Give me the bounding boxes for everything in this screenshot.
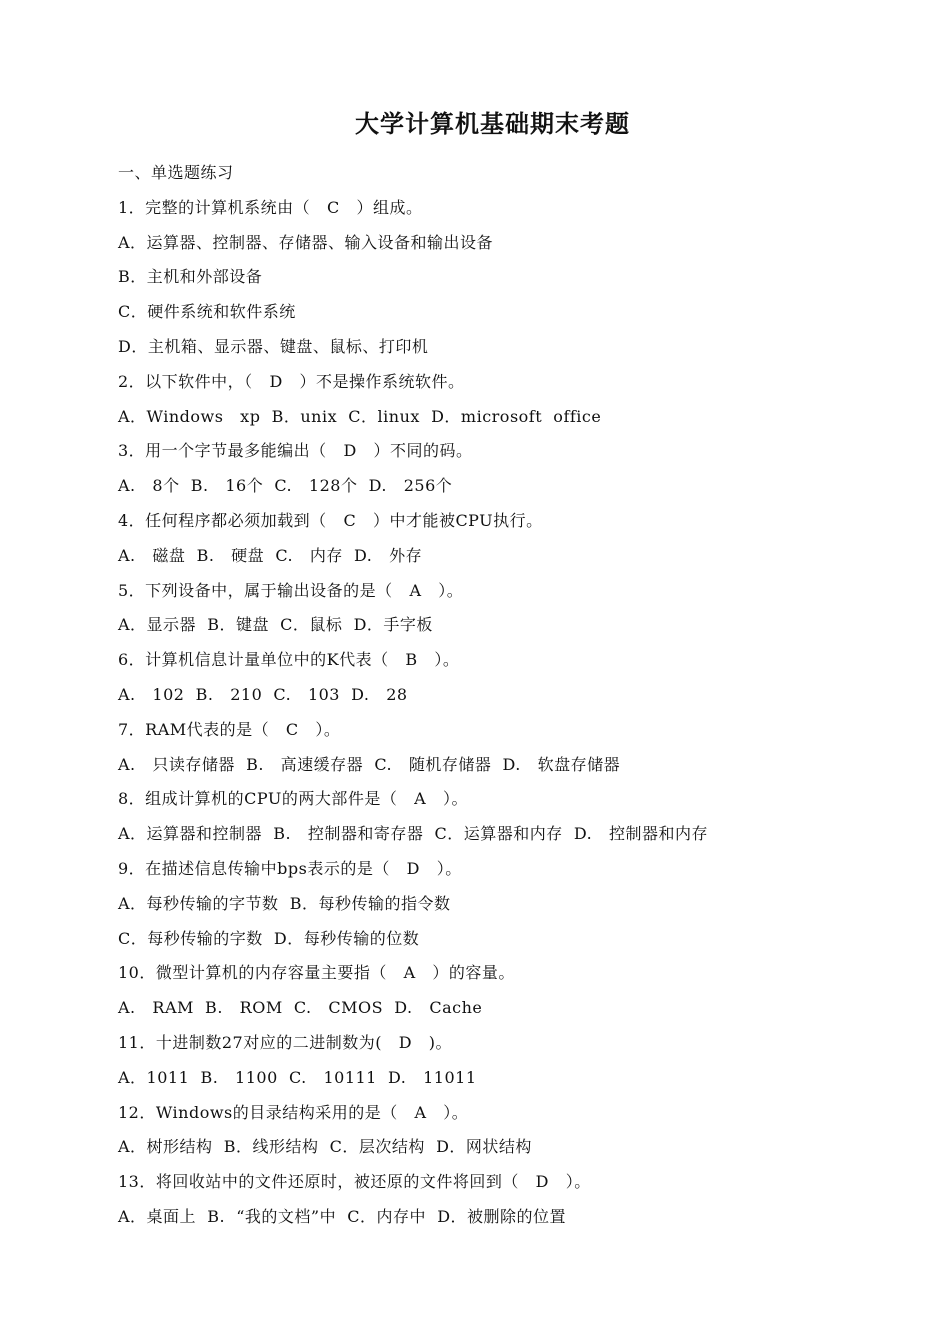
- text-line: A. RAM B. ROM C. CMOS D. Cache: [118, 998, 483, 1018]
- document-title: 大学计算机基础期末考题: [355, 109, 630, 138]
- text-line: C．硬件系统和软件系统: [118, 302, 296, 322]
- text-line: A．Windows xp B．unix C．linux D．microsoft office: [118, 406, 602, 426]
- text-line: 一、单选题练习: [118, 163, 234, 182]
- text-line: A. 只读存储器 B. 高速缓存器 C. 随机存储器 D. 软盘存储器: [118, 754, 621, 774]
- text-line: 10．微型计算机的内存容量主要指（ A ）的容量。: [118, 963, 515, 983]
- text-line: 2．以下软件中，（ D ）不是操作系统软件。: [118, 371, 465, 391]
- text-line: 12．Windows的目录结构采用的是（ A ）。: [118, 1102, 469, 1122]
- text-line: A. 102 B. 210 C. 103 D. 28: [118, 684, 408, 704]
- text-line: A．运算器和控制器 B. 控制器和寄存器 C．运算器和内存 D. 控制器和内存: [118, 824, 709, 844]
- question-list: [118, 160, 898, 1239]
- text-line: 8．组成计算机的CPU的两大部件是（ A ）。: [118, 789, 468, 809]
- text-line: 4．任何程序都必须加载到（ C ）中才能被CPU执行。: [118, 510, 543, 530]
- text-line: 6．计算机信息计量单位中的K代表（ B ）。: [118, 650, 460, 670]
- text-line: A．运算器、控制器、存储器、输入设备和输出设备: [118, 232, 494, 252]
- text-line: D．主机箱、显示器、键盘、鼠标、打印机: [118, 336, 429, 356]
- text-line: A．树形结构 B．线形结构 C．层次结构 D．网状结构: [118, 1137, 532, 1157]
- text-line: 5．下列设备中，属于输出设备的是（ A ）。: [118, 580, 464, 600]
- text-line: A．桌面上 B. “我的文档”中 C．内存中 D．被删除的位置: [118, 1206, 567, 1226]
- text-line: A. 磁盘 B. 硬盘 C. 内存 D. 外存: [118, 545, 423, 565]
- text-line: 9．在描述信息传输中bps表示的是（ D ）。: [118, 858, 462, 878]
- text-line: A．1011 B. 1100 C. 10111 D. 11011: [118, 1067, 477, 1087]
- text-line: 3．用一个字节最多能编出（ D ）不同的码。: [118, 441, 473, 461]
- text-line: C．每秒传输的字数 D．每秒传输的位数: [118, 928, 420, 948]
- text-line: 11．十进制数27对应的二进制数为( D )。: [118, 1032, 453, 1052]
- text-line: 13．将回收站中的文件还原时，被还原的文件将回到（ D ）。: [118, 1172, 591, 1192]
- text-line: B．主机和外部设备: [118, 267, 263, 287]
- text-line: 7．RAM代表的是（ C ）。: [118, 719, 341, 739]
- text-line: 1．完整的计算机系统由（ C ）组成。: [118, 197, 423, 217]
- text-line: A. 8个 B. 16个 C. 128个 D. 256个: [118, 476, 453, 496]
- text-line: A．显示器 B．键盘 C．鼠标 D．手字板: [118, 615, 433, 635]
- text-line: A．每秒传输的字节数 B．每秒传输的指令数: [118, 893, 451, 913]
